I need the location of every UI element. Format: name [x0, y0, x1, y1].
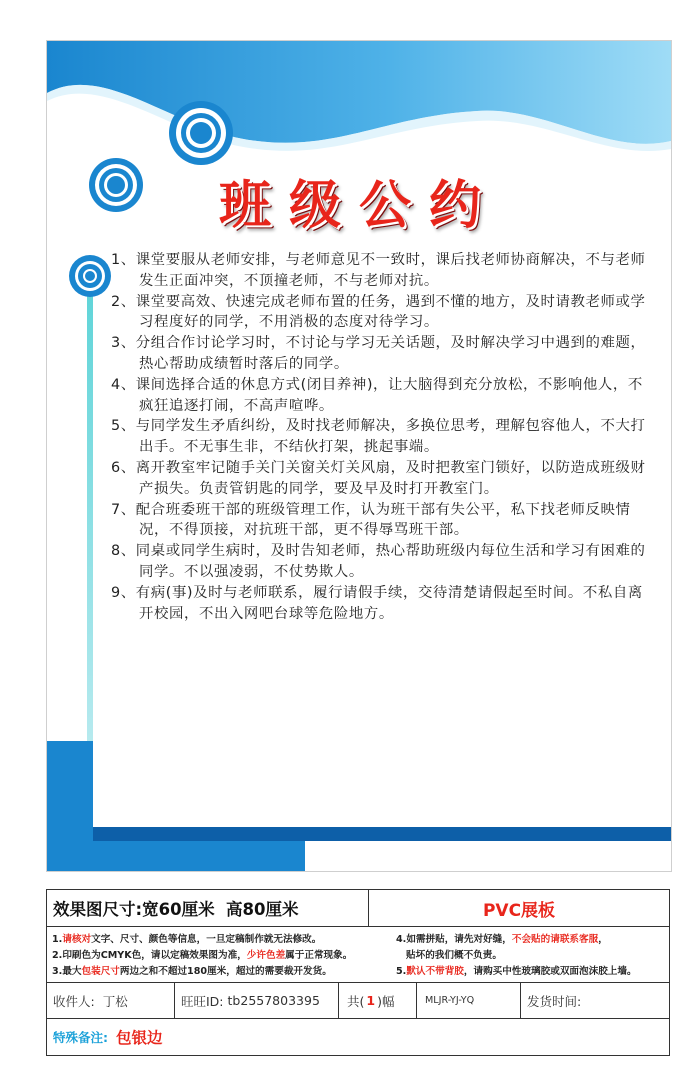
- note-1: 1.请核对文字、尺寸、颜色等信息，一旦定稿制作就无法修改。: [52, 934, 322, 945]
- note-2: 2.印刷色为CMYK色，请以定稿效果图为准，少许色差属于正常现象。: [52, 950, 353, 961]
- count-cell: [339, 983, 417, 1018]
- wangwang-value: tb2557803395: [227, 993, 320, 1008]
- material-cell: PVC展板: [482, 900, 556, 921]
- recipient-cell: [47, 983, 175, 1018]
- info-row-size: [47, 890, 669, 927]
- recipient-value: 丁松: [102, 993, 128, 1009]
- rule-item: 5、与同学发生矛盾纠纷，及时找老师解决，多换位思考，理解包容他人，不大打出手。不无事生非，不结伙打架，挑起事端。: [111, 418, 646, 456]
- notes-left: [52, 932, 352, 980]
- rule-item: 3、分组合作讨论学习时，不讨论与学习无关话题，及时解决学习中遇到的难题，热心帮助成绩暂时落后的同学。: [111, 335, 646, 372]
- wangwang-label: 旺旺ID:: [181, 993, 224, 1009]
- count-suffix: )幅: [377, 993, 395, 1009]
- count-value: 1: [366, 993, 376, 1008]
- wangwang-cell: [175, 983, 339, 1018]
- count-prefix: 共(: [347, 993, 365, 1009]
- rule-item: 2、课堂要高效、快速完成老师布置的任务，遇到不懂的地方，及时请教老师或学习程度好的同学，不用消极的态度对待学习。: [111, 293, 646, 331]
- info-row-special: [47, 1019, 669, 1055]
- bottom-dark-bar: [93, 827, 671, 841]
- rule-item: 7、配合班委班干部的班级管理工作，认为班干部有失公平，私下找老师反映情况，不得顶接，对抗班干部，更不得辱骂班干部。: [111, 501, 631, 539]
- note-3: 3.最大包装尺寸两边之和不超过180厘米，超过的需要裁开发货。: [52, 966, 332, 977]
- poster-title: 班级公约: [218, 175, 499, 236]
- recipient-label: 收件人:: [53, 993, 95, 1009]
- special-note-label: 特殊备注:: [53, 1030, 108, 1045]
- circle-decoration-bullet: [69, 255, 111, 297]
- rule-item: 1、课堂要服从老师安排，与老师意见不一致时，课后找老师协商解决，不与老师发生正面冲突，不顶撞老师，不与老师对抗。: [111, 252, 646, 289]
- top-wave-band: [47, 41, 671, 144]
- info-row-notes: [47, 927, 669, 983]
- special-note-value: 包银边: [116, 1029, 163, 1047]
- product-code-cell: MLJR-YJ-YQ: [417, 983, 521, 1018]
- effect-size-cell: [47, 890, 369, 926]
- info-row-recipient: [47, 983, 669, 1019]
- note-4-cont: 贴坏的我们概不负责。: [396, 950, 502, 961]
- bottom-light-bar: [305, 841, 671, 871]
- rule-item: 8、同桌或同学生病时，及时告知老师，热心帮助班级内每位生活和学习有困难的同学。不以强凌弱，不仗势欺人。: [111, 543, 646, 580]
- ship-time-cell: 发货时间:: [527, 993, 582, 1009]
- rule-item: 6、离开教室牢记随手关门关窗关灯关风扇，及时把教室门锁好，以防造成班级财产损失。负责管钥匙的同学，要及早及时打开教室门。: [111, 459, 646, 497]
- rules-list: [111, 250, 651, 624]
- effect-size-value: 宽60厘米 高80厘米: [142, 900, 299, 919]
- circle-decoration-large: [169, 101, 233, 165]
- note-4: 4.如需拼贴，请先对好缝，不会贴的请联系客服，: [396, 934, 608, 945]
- note-5: 5.默认不带背胶，请购买中性玻璃胶或双面泡沫胶上墙。: [396, 966, 637, 977]
- effect-size-label: 效果图尺寸:: [53, 900, 143, 919]
- notes-right: [396, 932, 637, 980]
- poster-board: [46, 40, 672, 872]
- order-info-table: [46, 889, 670, 1056]
- rule-item: 4、课间选择合适的休息方式(闭目养神)，让大脑得到充分放松，不影响他人，不疯狂追逐打闹，不高声喧哗。: [111, 376, 643, 414]
- rule-item: 9、有病(事)及时与老师联系，履行请假手续，交待清楚请假起至时间。不私自离开校园，不出入网吧台球等危险地方。: [111, 584, 643, 622]
